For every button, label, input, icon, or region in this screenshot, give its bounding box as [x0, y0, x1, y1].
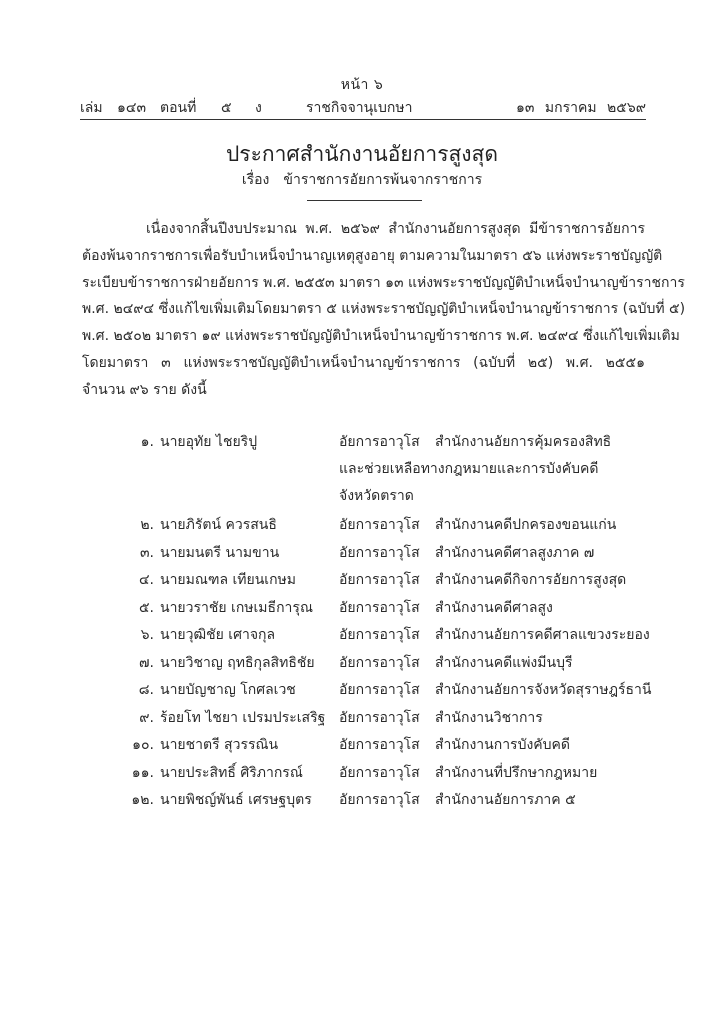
- official-name: นายประสิทธิ์ ศิริภากรณ์: [160, 764, 303, 781]
- body-line: ระเบียบข้าราชการฝ่ายอัยการ พ.ศ. ๒๕๕๓ มาตรา ๑๓ แห่งพระราชบัญญัติบำเหน็จบำนาญข้าราชการ: [82, 274, 685, 291]
- official-name: นายพิชญ์พันธ์ เศรษฐบุตร: [160, 792, 312, 808]
- official-office: สำนักงานอัยการคุ้มครองสิทธิ: [435, 434, 612, 450]
- official-name: นายวราชัย เกษเมธีการุณ: [160, 599, 313, 616]
- section-letter: ง: [255, 100, 262, 116]
- official-office: สำนักงานคดีศาลสูง: [435, 599, 553, 616]
- item-number: ๒.: [140, 517, 154, 533]
- issue-number: ๕: [221, 100, 232, 116]
- official-office: สำนักงานคดีกิจการอัยการสูงสุด: [435, 572, 627, 588]
- official-position: อัยการอาวุโส: [339, 627, 420, 643]
- body-line: พ.ศ. ๒๕๐๒ มาตรา ๑๙ แห่งพระราชบัญญัติบำเหน็จบำนาญข้าราชการ พ.ศ. ๒๔๙๔ ซึ่งแก้ไขเพิ่มเติม: [82, 328, 680, 345]
- official-office: สำนักงานอัยการคดีศาลแขวงระยอง: [435, 627, 650, 643]
- publication-date: ๑๓ มกราคม ๒๕๖๙: [515, 100, 646, 116]
- list-item: [0, 756, 724, 784]
- official-position: อัยการอาวุโส: [339, 737, 420, 753]
- list-item: [0, 563, 724, 591]
- official-office: สำนักงานคดีแพ่งมีนบุรี: [435, 654, 573, 671]
- official-name: นายมณฑล เทียนเกษม: [160, 572, 297, 588]
- list-item: [0, 425, 724, 508]
- official-name: นายวิชาญ ฤทธิกุลสิทธิชัย: [160, 654, 315, 671]
- body-line: โดยมาตรา ๓ แห่งพระราชบัญญัติบำเหน็จบำนาญข้าราชการ (ฉบับที่ ๒๕) พ.ศ. ๒๕๕๑: [82, 354, 645, 371]
- official-name: นายชาตรี สุวรรณิน: [160, 737, 279, 753]
- official-name: ร้อยโท ไชยา เปรมประเสริฐ: [160, 709, 326, 726]
- official-position: อัยการอาวุโส: [339, 654, 420, 671]
- item-number: ๗.: [139, 654, 154, 671]
- body-paragraph: [82, 216, 686, 404]
- list-item: [0, 536, 724, 564]
- official-position: อัยการอาวุโส: [339, 517, 420, 533]
- official-position: อัยการอาวุโส: [339, 764, 420, 781]
- subject-label: เรื่อง: [241, 172, 270, 188]
- official-office: สำนักงานวิชาการ: [435, 709, 543, 726]
- issue-label: ตอนที่: [160, 100, 197, 116]
- list-item: [0, 646, 724, 674]
- official-position: อัยการอาวุโส: [339, 682, 420, 698]
- subject-text: ข้าราชการอัยการพ้นจากราชการ: [283, 172, 483, 188]
- volume-label: เล่ม: [80, 100, 103, 116]
- official-position: อัยการอาวุโส: [339, 599, 420, 616]
- page-number: หน้า ๖: [340, 77, 384, 93]
- official-office: สำนักงานคดีศาลสูงภาค ๗: [435, 544, 595, 561]
- official-position: อัยการอาวุโส: [339, 709, 420, 726]
- official-position: อัยการอาวุโส: [339, 792, 420, 808]
- official-name: นายบัญชาญ โกศลเวช: [160, 682, 296, 698]
- official-office: สำนักงานอัยการภาค ๕: [435, 792, 576, 808]
- list-item: [0, 728, 724, 756]
- official-office: สำนักงานการบังคับคดี: [435, 737, 571, 753]
- gazette-name: ราชกิจจานุเบกษา: [306, 100, 413, 116]
- header-divider: [80, 119, 646, 120]
- official-name: นายวุฒิชัย เศาจกุล: [160, 627, 276, 643]
- announcement-subject: [0, 169, 724, 191]
- body-line: เนื่องจากสิ้นปีงบประมาณ พ.ศ. ๒๕๖๙ สำนักงานอัยการสูงสุด มีข้าราชการอัยการ: [146, 221, 645, 237]
- body-line: จำนวน ๙๖ ราย ดังนี้: [82, 381, 207, 398]
- announcement-title: ประกาศสำนักงานอัยการสูงสุด: [225, 142, 499, 166]
- official-name: นายมนตรี นามขาน: [160, 544, 280, 561]
- official-office: สำนักงานคดีปกครองขอนแก่น: [435, 517, 617, 533]
- official-position: อัยการอาวุโส: [339, 572, 420, 588]
- item-number: ๙.: [139, 709, 154, 726]
- officials-list: [0, 425, 724, 811]
- official-office: สำนักงานที่ปรึกษากฎหมาย: [435, 764, 598, 781]
- title-divider: [307, 200, 422, 201]
- gazette-header: [80, 97, 646, 119]
- list-item: [0, 508, 724, 536]
- item-number: ๘.: [138, 682, 154, 698]
- item-number: ๑๑.: [131, 764, 154, 781]
- official-office: สำนักงานอัยการจังหวัดสุราษฎร์ธานี: [435, 682, 652, 698]
- body-line: พ.ศ. ๒๔๙๔ ซึ่งแก้ไขเพิ่มเติมโดยมาตรา ๕ แห่งพระราชบัญญัติบำเหน็จบำนาญข้าราชการ (ฉบับที่ ๕): [82, 301, 686, 318]
- item-number: ๑๐.: [132, 737, 154, 753]
- official-position: อัยการอาวุโส: [339, 544, 420, 561]
- item-number: ๖.: [140, 627, 154, 643]
- volume-number: ๑๔๓: [117, 100, 147, 116]
- item-number: ๔.: [138, 572, 154, 588]
- item-number: ๑๒.: [131, 792, 154, 808]
- official-name: นายภิรัตน์ ควรสนธิ: [160, 517, 277, 533]
- list-item: [0, 783, 724, 811]
- list-item: [0, 591, 724, 619]
- official-position: อัยการอาวุโส: [339, 434, 420, 450]
- list-item: [0, 618, 724, 646]
- official-name: นายอุทัย ไชยริปู: [160, 434, 258, 450]
- list-item: [0, 673, 724, 701]
- official-office-continued: และช่วยเหลือทางกฎหมายและการบังคับคดี: [339, 461, 599, 477]
- list-item: [0, 701, 724, 729]
- item-number: ๑.: [140, 434, 154, 450]
- official-office-continued: จังหวัดตราด: [339, 488, 414, 504]
- item-number: ๓.: [139, 544, 154, 561]
- body-line: ต้องพ้นจากราชการเพื่อรับบำเหน็จบำนาญเหตุสูงอายุ ตามความในมาตรา ๕๖ แห่งพระราชบัญญัติ: [82, 247, 663, 264]
- item-number: ๕.: [138, 599, 154, 616]
